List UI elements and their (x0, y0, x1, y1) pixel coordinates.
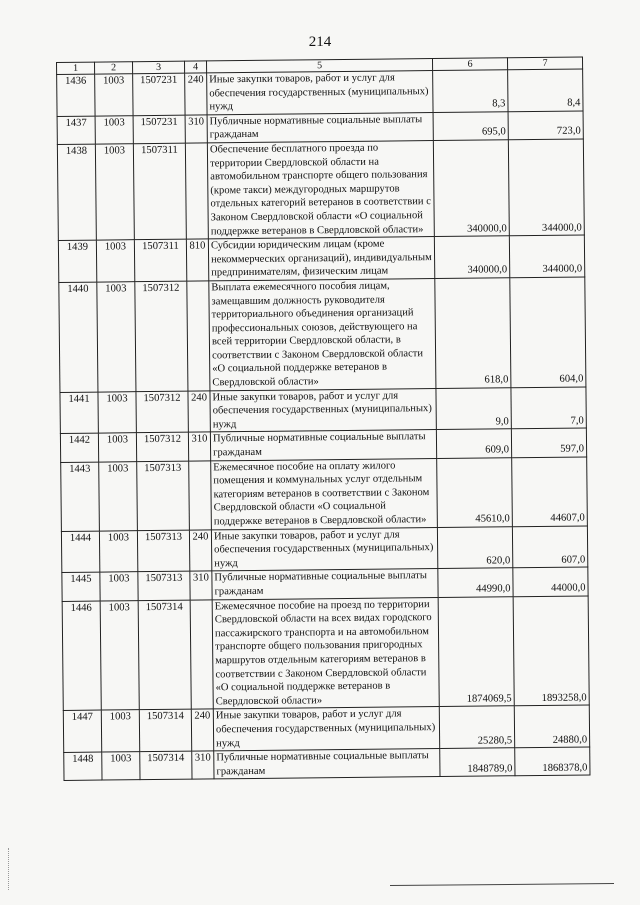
description-cell: Субсидии юридическим лицам (кроме некоммерческих организаций), индивидуальным предпринимателям, физическим лицам (208, 237, 434, 281)
table-row (57, 69, 583, 116)
header-cell: 2 (95, 62, 133, 74)
target-article-cell: 1507313 (137, 530, 189, 572)
amount-year2-cell: 24880,0 (514, 705, 589, 748)
section-code-cell: 1003 (95, 115, 133, 144)
amount-year1-cell: 620,0 (437, 526, 512, 569)
section-code-cell: 1003 (99, 530, 137, 572)
section-code-cell: 1003 (98, 391, 136, 433)
budget-table (56, 56, 591, 781)
target-article-cell: 1507314 (140, 751, 192, 780)
target-article-cell: 1507311 (133, 143, 186, 240)
description-cell: Публичные нормативные социальные выплаты гражданам (212, 569, 438, 600)
section-code-cell: 1003 (100, 572, 138, 601)
amount-year1-cell: 340000,0 (433, 140, 509, 237)
table-row (57, 139, 584, 241)
amount-year2-cell: 344000,0 (509, 235, 584, 278)
target-article-cell: 1507231 (133, 115, 185, 144)
amount-year1-cell: 340000,0 (434, 236, 509, 279)
amount-year1-cell: 25280,5 (439, 706, 514, 749)
description-cell: Обеспечение бесплатного проезда по территории Свердловской области на автомобильном транспорте общего пользования (кроме такси) междугородных маршрутов отдельных категорий ветеранов в соответствии с Законом Свердловской области «О социальной поддержке ветеранов в Свердловской области» (207, 141, 434, 240)
amount-year2-cell: 7,0 (511, 387, 586, 430)
row-number-cell: 1443 (61, 462, 100, 531)
description-cell: Публичные нормативные социальные выплаты гражданам (214, 749, 440, 780)
expense-type-cell: 240 (188, 391, 210, 433)
budget-table-wrapper (56, 56, 591, 781)
amount-year1-cell: 609,0 (436, 429, 511, 458)
description-cell: Иные закупки товаров, работ и услуг для обеспечения государственных (муниципальных) нужд (207, 71, 433, 115)
expense-type-cell: 310 (192, 751, 214, 779)
amount-year2-cell: 344000,0 (508, 139, 584, 236)
description-cell: Иные закупки товаров, работ и услуг для обеспечения государственных (муниципальных) нужд (210, 388, 436, 432)
amount-year1-cell: 44990,0 (438, 568, 513, 597)
row-number-cell: 1448 (64, 752, 102, 781)
section-code-cell: 1003 (100, 600, 139, 710)
target-article-cell: 1507314 (139, 709, 191, 751)
header-cell: 6 (432, 58, 507, 71)
description-cell: Публичные нормативные социальные выплаты гражданам (210, 430, 436, 461)
row-number-cell: 1447 (63, 710, 101, 752)
header-cell: 4 (184, 61, 206, 73)
row-number-cell: 1438 (57, 144, 96, 241)
row-number-cell: 1445 (62, 572, 100, 601)
amount-year2-cell: 1868378,0 (515, 747, 590, 776)
expense-type-cell: 310 (190, 571, 212, 599)
amount-year1-cell: 45610,0 (437, 457, 513, 527)
table-row (61, 526, 587, 573)
target-article-cell: 1507231 (133, 73, 185, 115)
description-cell: Иные закупки товаров, работ и услуг для обеспечения государственных (муниципальных) нужд (213, 707, 439, 751)
header-cell: 7 (507, 57, 582, 70)
amount-year2-cell: 607,0 (512, 526, 587, 569)
expense-type-cell: 240 (189, 529, 211, 571)
expense-type-cell: 240 (185, 73, 207, 115)
amount-year1-cell: 618,0 (435, 278, 511, 389)
bottom-rule (390, 883, 614, 886)
target-article-cell: 1507313 (138, 572, 190, 601)
row-number-cell: 1442 (60, 434, 98, 463)
amount-year2-cell: 44607,0 (512, 457, 588, 527)
table-row (59, 277, 586, 392)
row-number-cell: 1440 (59, 282, 98, 392)
table-row (63, 705, 589, 752)
expense-type-cell: 310 (188, 432, 210, 460)
page-number: 214 (308, 34, 332, 50)
amount-year1-cell: 1874069,5 (438, 596, 514, 707)
row-number-cell: 1446 (62, 601, 101, 711)
table-row (62, 596, 589, 711)
amount-year1-cell: 1848789,0 (440, 748, 515, 777)
table-row (60, 387, 586, 434)
row-number-cell: 1441 (60, 392, 98, 434)
expense-type-cell (189, 461, 212, 530)
row-number-cell: 1437 (57, 116, 95, 145)
description-cell: Публичные нормативные социальные выплаты гражданам (207, 112, 433, 143)
target-article-cell: 1507312 (136, 433, 188, 462)
target-article-cell: 1507311 (134, 239, 186, 281)
expense-type-cell (190, 599, 213, 709)
table-row (64, 747, 590, 781)
section-code-cell: 1003 (102, 752, 140, 781)
target-article-cell: 1507312 (136, 391, 188, 433)
description-cell: Выплата ежемесячного пособия лицам, замещавшим должность руководителя территориального объединения организаций профессиональных союзов, действующего на всей территории Свердловской области, в соответствии с Законом Свердловской области «О социальной поддержке ветеранов в Свердловской области» (209, 278, 436, 390)
section-code-cell: 1003 (97, 282, 136, 392)
expense-type-cell: 810 (186, 239, 208, 281)
amount-year2-cell: 604,0 (510, 277, 586, 388)
row-number-cell: 1436 (57, 74, 95, 116)
description-cell: Ежемесячное пособие на оплату жилого помещения и коммунальных услуг отдельным категориям ветеранов в соответствии с Законом Свердловской области «О социальной поддержке ветеранов в Свердловской области» (211, 458, 438, 529)
expense-type-cell: 310 (185, 115, 207, 143)
description-cell: Ежемесячное пособие на проезд по территории Свердловской области на всех видах городского пассажирского транспорта и на автомобильном транспорте общего пользования пригородных маршрутов отдельным категориям ветеранов в соответствии с Законом Свердловской области «О социальной поддержке ветеранов в Свердловской области» (212, 597, 439, 709)
amount-year2-cell: 8,4 (508, 69, 583, 112)
header-cell: 3 (133, 61, 185, 74)
amount-year2-cell: 1893258,0 (513, 596, 589, 707)
expense-type-cell (187, 281, 210, 391)
amount-year1-cell: 9,0 (436, 387, 511, 430)
section-code-cell: 1003 (99, 461, 138, 530)
section-code-cell: 1003 (95, 144, 134, 241)
amount-year1-cell: 8,3 (433, 70, 508, 113)
section-code-cell: 1003 (98, 433, 136, 462)
target-article-cell: 1507312 (135, 281, 188, 391)
amount-year2-cell: 44000,0 (513, 567, 588, 596)
amount-year2-cell: 597,0 (511, 428, 586, 457)
expense-type-cell: 240 (191, 709, 213, 751)
header-cell: 5 (206, 59, 432, 73)
section-code-cell: 1003 (95, 74, 133, 116)
section-code-cell: 1003 (96, 240, 134, 282)
table-row (61, 457, 588, 531)
header-cell: 1 (57, 62, 95, 74)
description-cell: Иные закупки товаров, работ и услуг для обеспечения государственных (муниципальных) нужд (211, 527, 437, 571)
margin-mark (8, 848, 15, 890)
amount-year1-cell: 695,0 (433, 112, 508, 141)
target-article-cell: 1507314 (138, 600, 191, 710)
row-number-cell: 1444 (61, 531, 99, 573)
section-code-cell: 1003 (101, 710, 139, 752)
target-article-cell: 1507313 (137, 461, 190, 531)
row-number-cell: 1439 (58, 240, 96, 282)
amount-year2-cell: 723,0 (508, 111, 583, 140)
expense-type-cell (185, 143, 208, 239)
table-row (58, 235, 584, 282)
